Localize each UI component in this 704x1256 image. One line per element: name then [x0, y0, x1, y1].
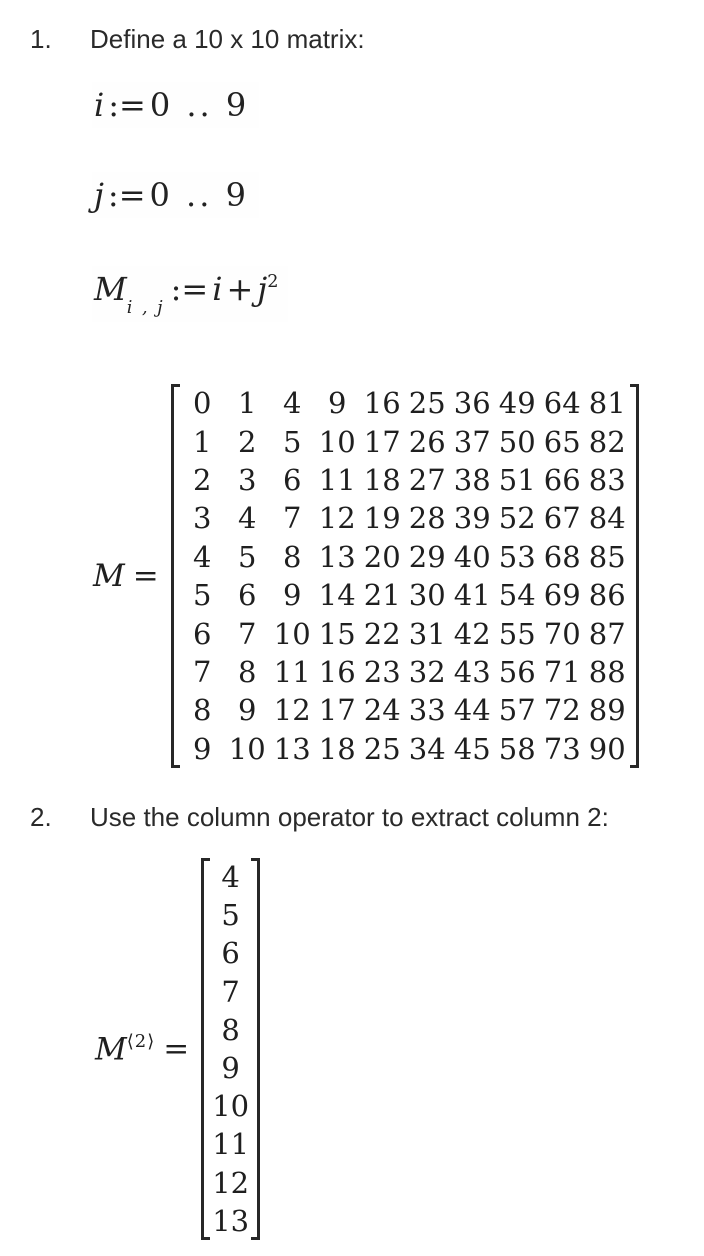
matrix-row — [180, 576, 630, 614]
matrix-cell: 53 — [498, 539, 536, 574]
matrix-cell: 6 — [283, 462, 302, 497]
equation-m-variable: M — [94, 270, 127, 308]
equation-m-rhs-i: i — [212, 270, 223, 308]
matrix-cell: 65 — [543, 424, 581, 459]
matrix-cell: 36 — [453, 386, 491, 421]
matrix-row — [180, 384, 630, 422]
matrix-cell: 64 — [543, 386, 581, 421]
matrix-cell: 9 — [328, 386, 347, 421]
vector-cell: 7 — [221, 974, 240, 1009]
matrix-cell: 17 — [318, 693, 356, 728]
matrix-cell: 82 — [588, 424, 626, 459]
matrix-cell: 9 — [283, 578, 302, 613]
matrix-cell: 7 — [193, 654, 212, 689]
matrix-cell: 21 — [363, 578, 401, 613]
matrix-cell: 12 — [318, 501, 356, 536]
matrix-cell: 44 — [453, 693, 491, 728]
matrix-cell: 8 — [283, 539, 302, 574]
matrix-cell: 9 — [238, 693, 257, 728]
matrix-cell: 8 — [238, 654, 257, 689]
instruction-1-number: 1. — [30, 24, 52, 54]
matrix-cell: 42 — [453, 616, 491, 651]
matrix-cell: 81 — [588, 386, 626, 421]
matrix-cell: 3 — [238, 462, 257, 497]
matrix-cell: 10 — [318, 424, 356, 459]
matrix-row — [180, 538, 630, 576]
instruction-2-number: 2. — [30, 802, 52, 832]
matrix-brackets — [171, 384, 639, 768]
equals-sign: = — [163, 1031, 190, 1068]
matrix-cell: 5 — [193, 578, 212, 613]
matrix-cell: 12 — [273, 693, 311, 728]
equation-m-rhs-j: j — [257, 270, 268, 308]
vector-cell: 12 — [212, 1165, 250, 1200]
matrix-cell: 41 — [453, 578, 491, 613]
matrix-cell: 72 — [543, 693, 581, 728]
matrix-cell: 13 — [273, 731, 311, 766]
matrix-cell: 1 — [193, 424, 212, 459]
vector-row — [210, 934, 251, 972]
matrix-cell: 51 — [498, 462, 536, 497]
equation-m-subscript: i , j — [126, 298, 165, 319]
vector-cell: 5 — [221, 898, 240, 933]
matrix-cell: 15 — [318, 616, 356, 651]
matrix-cell: 6 — [238, 578, 257, 613]
equation-j-range: 0 .. 9 — [149, 176, 249, 214]
plus-operator: + — [226, 270, 254, 308]
matrix-cell: 39 — [453, 501, 491, 536]
equation-m-definition — [92, 266, 288, 322]
vector-cell: 8 — [221, 1012, 240, 1047]
matrix-cell: 7 — [283, 501, 302, 536]
matrix-label — [93, 558, 159, 594]
right-bracket — [251, 858, 260, 1240]
matrix-row — [180, 730, 630, 768]
matrix-cell: 88 — [588, 654, 626, 689]
matrix-cell: 3 — [193, 501, 212, 536]
left-bracket — [201, 858, 210, 1240]
matrix-m-display — [93, 384, 639, 768]
matrix-row — [180, 691, 630, 729]
matrix-cell: 18 — [318, 731, 356, 766]
matrix-cell: 16 — [363, 386, 401, 421]
vector-cell: 4 — [221, 860, 240, 895]
matrix-cell: 45 — [453, 731, 491, 766]
matrix-cell: 6 — [193, 616, 212, 651]
matrix-cell: 28 — [408, 501, 446, 536]
matrix-cell: 54 — [498, 578, 536, 613]
assign-operator: := — [107, 176, 146, 214]
matrix-cell: 69 — [543, 578, 581, 613]
matrix-cell: 50 — [498, 424, 536, 459]
vector-cell: 10 — [212, 1089, 250, 1124]
instruction-2-title: Use the column operator to extract column 2: — [90, 802, 609, 832]
matrix-cell: 19 — [363, 501, 401, 536]
matrix-row — [180, 653, 630, 691]
matrix-cell: 66 — [543, 462, 581, 497]
vector-row — [210, 1011, 251, 1049]
matrix-cell: 73 — [543, 731, 581, 766]
equation-i-variable: i — [94, 86, 105, 124]
matrix-values — [180, 384, 630, 768]
matrix-cell: 2 — [238, 424, 257, 459]
matrix-cell: 16 — [318, 654, 356, 689]
vector-column-superscript: ⟨2⟩ — [126, 1030, 156, 1052]
matrix-cell: 33 — [408, 693, 446, 728]
assign-operator: := — [170, 270, 209, 308]
equals-sign: = — [132, 558, 159, 594]
matrix-cell: 17 — [363, 424, 401, 459]
matrix-cell: 4 — [238, 501, 257, 536]
matrix-cell: 49 — [498, 386, 536, 421]
matrix-cell: 9 — [193, 731, 212, 766]
matrix-cell: 29 — [408, 539, 446, 574]
matrix-cell: 57 — [498, 693, 536, 728]
matrix-cell: 38 — [453, 462, 491, 497]
matrix-cell: 43 — [453, 654, 491, 689]
matrix-cell: 1 — [238, 386, 257, 421]
matrix-cell: 4 — [283, 386, 302, 421]
vector-display — [95, 858, 260, 1240]
vector-cell: 6 — [221, 936, 240, 971]
matrix-cell: 27 — [408, 462, 446, 497]
right-bracket — [630, 384, 639, 768]
left-bracket — [171, 384, 180, 768]
matrix-cell: 87 — [588, 616, 626, 651]
matrix-cell: 25 — [408, 386, 446, 421]
matrix-cell: 71 — [543, 654, 581, 689]
matrix-cell: 2 — [193, 462, 212, 497]
matrix-row — [180, 422, 630, 460]
matrix-cell: 10 — [228, 731, 266, 766]
matrix-cell: 34 — [408, 731, 446, 766]
vector-label-variable: M — [95, 1031, 127, 1068]
matrix-cell: 55 — [498, 616, 536, 651]
vector-row — [210, 858, 251, 896]
matrix-cell: 58 — [498, 731, 536, 766]
equation-j-definition — [92, 172, 259, 218]
equation-m-exponent: 2 — [267, 271, 279, 292]
matrix-cell: 7 — [238, 616, 257, 651]
vector-row — [210, 973, 251, 1011]
matrix-cell: 13 — [318, 539, 356, 574]
matrix-cell: 90 — [588, 731, 626, 766]
matrix-cell: 4 — [193, 539, 212, 574]
equation-j-variable: j — [94, 176, 104, 214]
matrix-row — [180, 461, 630, 499]
instruction-1 — [30, 22, 365, 56]
matrix-cell: 14 — [318, 578, 356, 613]
matrix-cell: 24 — [363, 693, 401, 728]
vector-row — [210, 896, 251, 934]
matrix-cell: 26 — [408, 424, 446, 459]
matrix-cell: 68 — [543, 539, 581, 574]
matrix-cell: 52 — [498, 501, 536, 536]
matrix-cell: 23 — [363, 654, 401, 689]
matrix-cell: 5 — [238, 539, 257, 574]
matrix-row — [180, 499, 630, 537]
vector-cell: 9 — [221, 1051, 240, 1086]
matrix-cell: 11 — [273, 654, 311, 689]
vector-label — [95, 1031, 189, 1068]
vector-cell: 11 — [212, 1127, 250, 1162]
vector-row — [210, 1202, 251, 1240]
vector-values — [210, 858, 251, 1240]
equation-i-range: 0 .. 9 — [149, 86, 250, 124]
instruction-1-title: Define a 10 x 10 matrix: — [90, 24, 365, 54]
matrix-cell: 56 — [498, 654, 536, 689]
matrix-cell: 11 — [318, 462, 356, 497]
matrix-label-variable: M — [93, 558, 125, 594]
matrix-cell: 22 — [363, 616, 401, 651]
vector-row — [210, 1125, 251, 1163]
instruction-2 — [30, 800, 609, 834]
assign-operator: := — [108, 86, 146, 124]
vector-brackets — [201, 858, 260, 1240]
matrix-cell: 89 — [588, 693, 626, 728]
equation-i-definition — [92, 82, 259, 128]
matrix-cell: 20 — [363, 539, 401, 574]
vector-row — [210, 1087, 251, 1125]
matrix-cell: 8 — [193, 693, 212, 728]
matrix-cell: 67 — [543, 501, 581, 536]
matrix-row — [180, 614, 630, 652]
matrix-cell: 5 — [283, 424, 302, 459]
matrix-cell: 37 — [453, 424, 491, 459]
vector-cell: 13 — [212, 1203, 250, 1238]
matrix-cell: 31 — [408, 616, 446, 651]
matrix-cell: 18 — [363, 462, 401, 497]
matrix-cell: 86 — [588, 578, 626, 613]
matrix-cell: 10 — [273, 616, 311, 651]
matrix-cell: 83 — [588, 462, 626, 497]
matrix-cell: 32 — [408, 654, 446, 689]
matrix-cell: 40 — [453, 539, 491, 574]
matrix-cell: 25 — [363, 731, 401, 766]
matrix-cell: 85 — [588, 539, 626, 574]
vector-row — [210, 1164, 251, 1202]
matrix-cell: 84 — [588, 501, 626, 536]
matrix-cell: 30 — [408, 578, 446, 613]
vector-row — [210, 1049, 251, 1087]
matrix-cell: 70 — [543, 616, 581, 651]
matrix-cell: 0 — [193, 386, 212, 421]
